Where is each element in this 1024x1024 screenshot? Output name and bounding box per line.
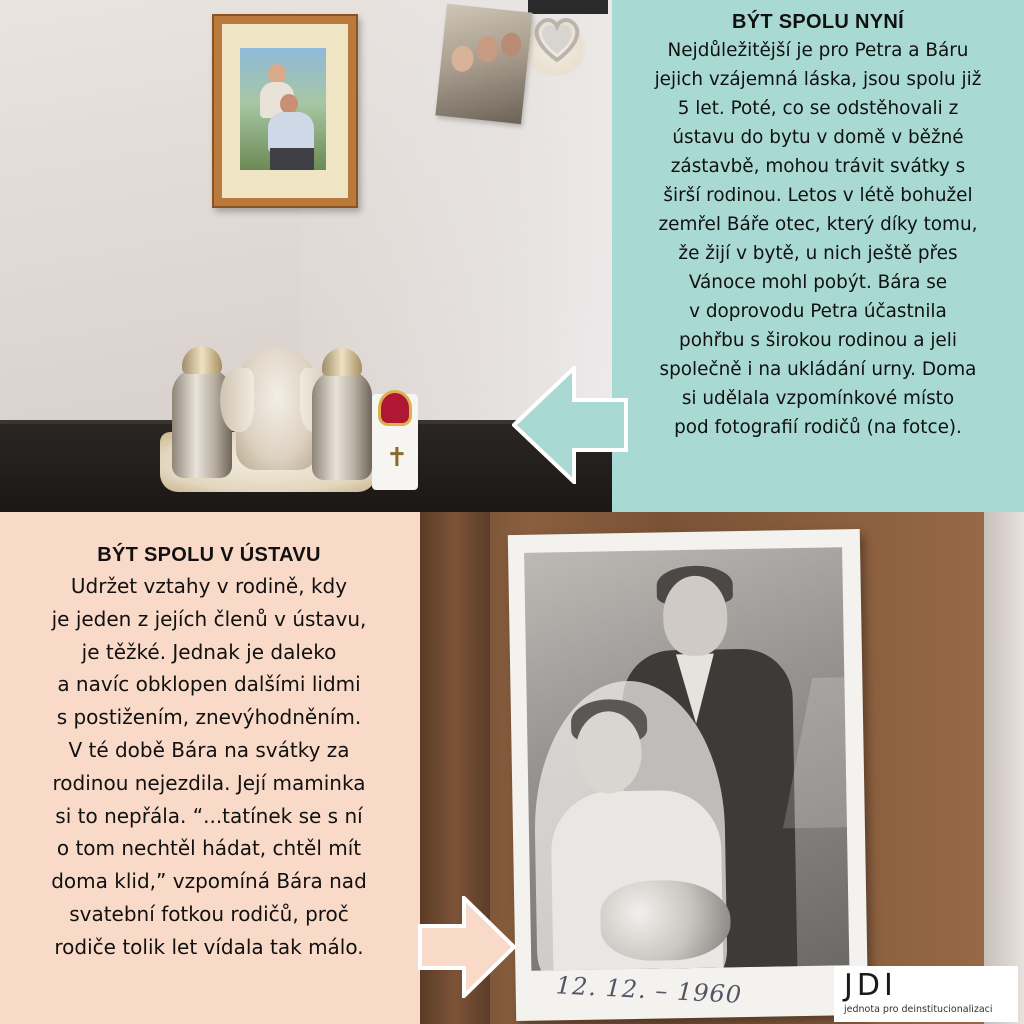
- text-line: v doprovodu Petra účastnila: [689, 301, 947, 322]
- text-line: že žijí v bytě, u nich ještě přes: [678, 243, 958, 264]
- text-line: je těžké. Jednak je daleko: [81, 639, 337, 664]
- panel-title: BÝT SPOLU V ÚSTAVU: [97, 544, 321, 566]
- memorial-candle: [372, 394, 418, 490]
- wedding-print: [508, 529, 868, 1021]
- person-legs: [270, 148, 314, 170]
- text-line: společně i na ukládání urny. Doma: [659, 359, 977, 380]
- family-snapshot: [435, 4, 532, 124]
- grave-lantern-right: [312, 370, 372, 480]
- wedding-portrait: [524, 547, 849, 970]
- parents-photo-frame: [212, 14, 358, 208]
- parents-photo: [240, 48, 326, 170]
- text-line: rodinou nejezdila. Její maminka: [52, 770, 366, 795]
- logo-subtitle: jednota pro deinstitucionalizaci: [844, 1004, 993, 1015]
- panel-body: [620, 36, 1016, 442]
- angel-wing: [220, 368, 254, 432]
- jdi-logo: [834, 966, 1018, 1022]
- candle-cap: [378, 390, 412, 426]
- text-line: 5 let. Poté, co se odstěhovali z: [677, 98, 959, 119]
- text-line: jejich vzájemná láska, jsou spolu již: [654, 69, 982, 90]
- logo-mark: JDI: [844, 968, 897, 1003]
- text-line: zástavbě, mohou trávit svátky s: [670, 156, 966, 177]
- lantern-cap: [182, 346, 222, 374]
- text-line: si to nepřála. “...tatínek se s ní: [55, 803, 363, 828]
- text-line: svatební fotkou rodičů, proč: [69, 901, 349, 926]
- angel-figurine: [236, 348, 318, 470]
- wall: [984, 512, 1024, 1024]
- text-line: širší rodinou. Letos v létě bohužel: [663, 185, 973, 206]
- heart-ornament-icon: [527, 8, 587, 68]
- text-line: Nejdůležitější je pro Petra a Báru: [667, 40, 969, 61]
- text-line: je jeden z jejích členů v ústavu,: [51, 606, 367, 631]
- text-line: o tom nechtěl hádat, chtěl mít: [56, 836, 362, 861]
- text-line: zemřel Báře otec, který díky tomu,: [658, 214, 978, 235]
- text-line: doma klid,” vzpomíná Bára nad: [51, 869, 367, 894]
- text-line: pod fotografií rodičů (na fotce).: [674, 417, 962, 438]
- text-line: ústavu do bytu v domě v běžné: [672, 127, 964, 148]
- panel-title: BÝT SPOLU NYNÍ: [732, 11, 904, 33]
- person-face: [475, 35, 500, 63]
- person-face: [500, 32, 522, 58]
- cross-icon: ✝: [386, 443, 408, 473]
- text-line: s postižením, znevýhodněním.: [56, 705, 362, 730]
- text-line: pohřbu s širokou rodinou a jeli: [679, 330, 957, 351]
- person-head: [280, 94, 298, 114]
- bouquet: [600, 879, 731, 961]
- text-line: Udržet vztahy v rodině, kdy: [70, 574, 348, 598]
- panel-together-now: [612, 0, 1024, 512]
- panel-together-in-institution: [0, 512, 420, 1024]
- arrow-right-icon: [418, 896, 516, 998]
- person-body: [268, 112, 314, 152]
- text-line: Vánoce mohl pobýt. Bára se: [688, 272, 948, 293]
- person-head: [268, 64, 286, 84]
- panel-body: [4, 570, 414, 964]
- text-line: a navíc obklopen dalšími lidmi: [57, 672, 361, 697]
- handwritten-date: 12. 12. – 1960: [555, 971, 743, 1009]
- groom-face: [663, 575, 728, 656]
- arrow-left-icon: [512, 366, 628, 484]
- text-line: rodiče tolik let vídala tak málo.: [54, 934, 364, 959]
- text-line: V té době Bára na svátky za: [68, 737, 350, 762]
- frame-mat: [222, 24, 348, 198]
- person-face: [450, 45, 475, 73]
- text-line: si udělala vzpomínkové místo: [681, 388, 955, 409]
